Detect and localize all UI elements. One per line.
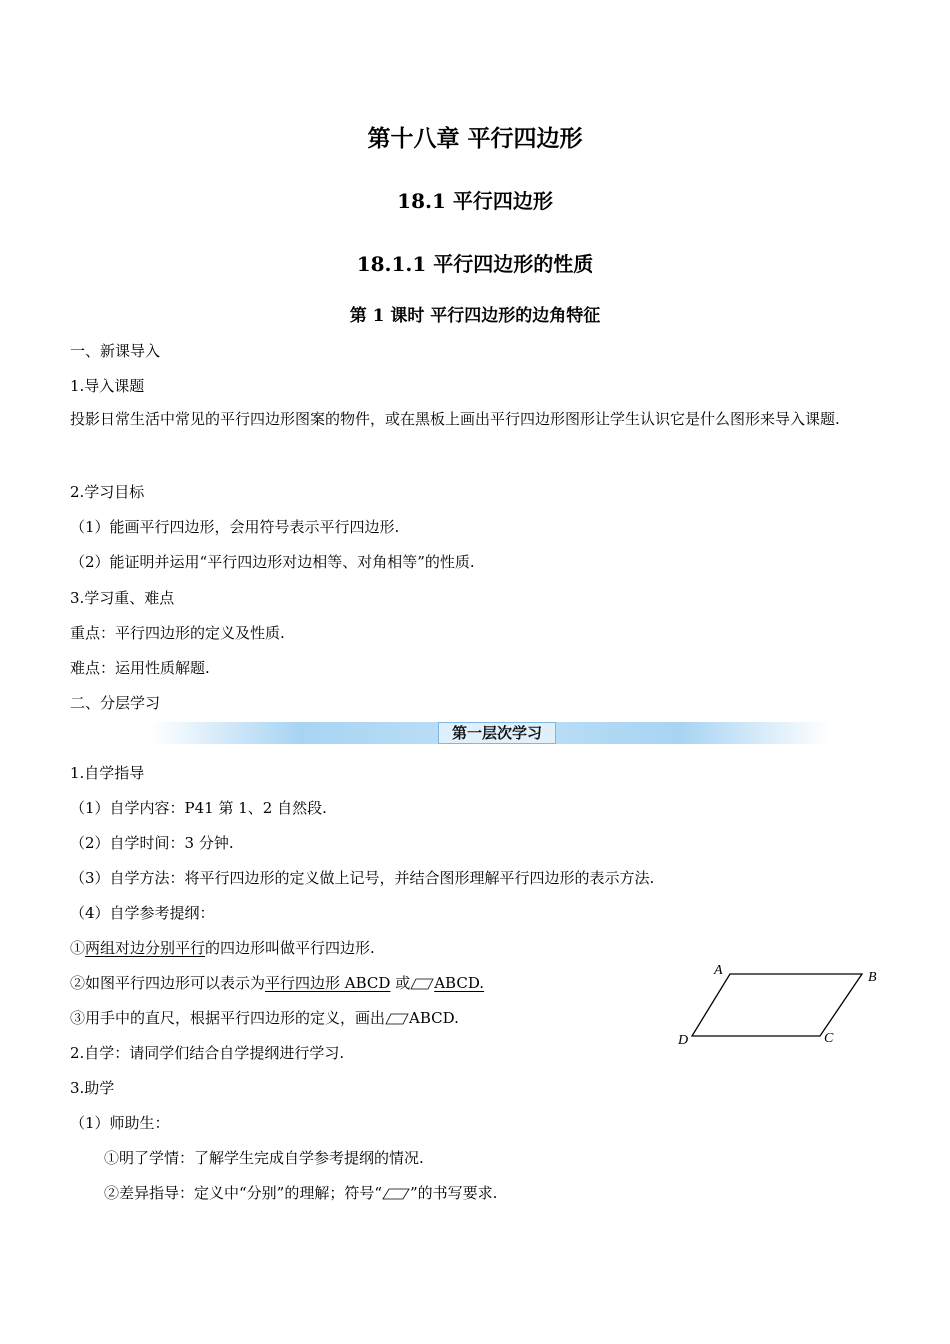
help-1b — [104, 1182, 497, 1203]
guide-heading: 1.自学指导 — [70, 764, 145, 782]
help-heading: 3.助学 — [70, 1079, 115, 1097]
outline-2 — [70, 972, 484, 993]
difficult-point: 难点：运用性质解题. — [70, 659, 210, 677]
subsection-title: 18.1.1 平行四边形的性质 — [356, 252, 594, 276]
level-banner-label: 第一层次学习 — [438, 722, 556, 744]
section-title: 18.1 平行四边形 — [397, 189, 553, 213]
outline-1-prefix: ① — [70, 939, 86, 957]
help-1a: ①明了学情：了解学生完成自学参考提纲的情况. — [104, 1149, 424, 1167]
guide-3: （3）自学方法：将平行四边形的定义做上记号，并结合图形理解平行四边形的表示方法. — [70, 869, 655, 887]
goal-2: （2）能证明并运用“平行四边形对边相等、对角相等”的性质. — [70, 553, 475, 571]
key-heading: 3.学习重、难点 — [70, 589, 175, 607]
part2-heading: 二、分层学习 — [70, 694, 161, 712]
intro-text: 投影日常生活中常见的平行四边形图案的物件，或在黑板上画出平行四边形图形让学生认识它是什么图形来导入课题. — [70, 410, 840, 428]
help-1b-suffix: ”的书写要求. — [410, 1184, 498, 1202]
chapter-title: 第十八章 平行四边形 — [367, 125, 583, 152]
intro-heading: 1.导入课题 — [70, 377, 145, 395]
goal-1: （1）能画平行四边形，会用符号表示平行四边形. — [70, 518, 400, 536]
lesson-title: 第 1 课时 平行四边形的边角特征 — [349, 306, 601, 326]
outline-1-answer: 两组对边分别平行 — [85, 939, 206, 957]
goals-heading: 2.学习目标 — [70, 483, 145, 501]
help-1b-prefix: ②差异指导：定义中“分别”的理解；符号“ — [104, 1184, 383, 1202]
outline-2-answer-symbol — [410, 974, 484, 992]
outline-3 — [70, 1007, 459, 1028]
parallelogram-shape — [692, 974, 862, 1036]
guide-2: （2）自学时间：3 分钟. — [70, 834, 234, 852]
parallelogram-symbol-icon — [385, 1013, 409, 1025]
self-study: 2.自学：请同学们结合自学提纲进行学习. — [70, 1044, 345, 1062]
vertex-label-c: C — [824, 1031, 834, 1046]
level-banner — [150, 722, 830, 744]
key-point: 重点：平行四边形的定义及性质. — [70, 624, 285, 642]
outline-2-prefix: ②如图平行四边形可以表示为 — [70, 974, 266, 992]
outline-3-prefix: ③用手中的直尺，根据平行四边形的定义，画出 — [70, 1009, 386, 1027]
outline-3-suffix: ABCD. — [409, 1009, 459, 1027]
parallelogram-figure — [670, 960, 890, 1055]
outline-2-answer-2: ABCD. — [434, 974, 485, 992]
guide-1: （1）自学内容：P41 第 1、2 自然段. — [70, 799, 327, 817]
vertex-label-b: B — [868, 970, 877, 985]
outline-1 — [70, 937, 375, 958]
part1-heading: 一、新课导入 — [70, 342, 161, 360]
outline-1-suffix: 的四边形叫做平行四边形. — [205, 939, 375, 957]
parallelogram-symbol-icon — [382, 1188, 410, 1200]
outline-2-answer: 平行四边形 ABCD — [265, 974, 391, 992]
guide-4: （4）自学参考提纲： — [70, 904, 215, 922]
outline-2-mid: 或 — [390, 974, 411, 992]
vertex-label-a: A — [714, 963, 723, 978]
vertex-label-d: D — [678, 1033, 689, 1048]
help-1: （1）师助生： — [70, 1114, 170, 1132]
parallelogram-symbol-icon — [410, 978, 434, 990]
